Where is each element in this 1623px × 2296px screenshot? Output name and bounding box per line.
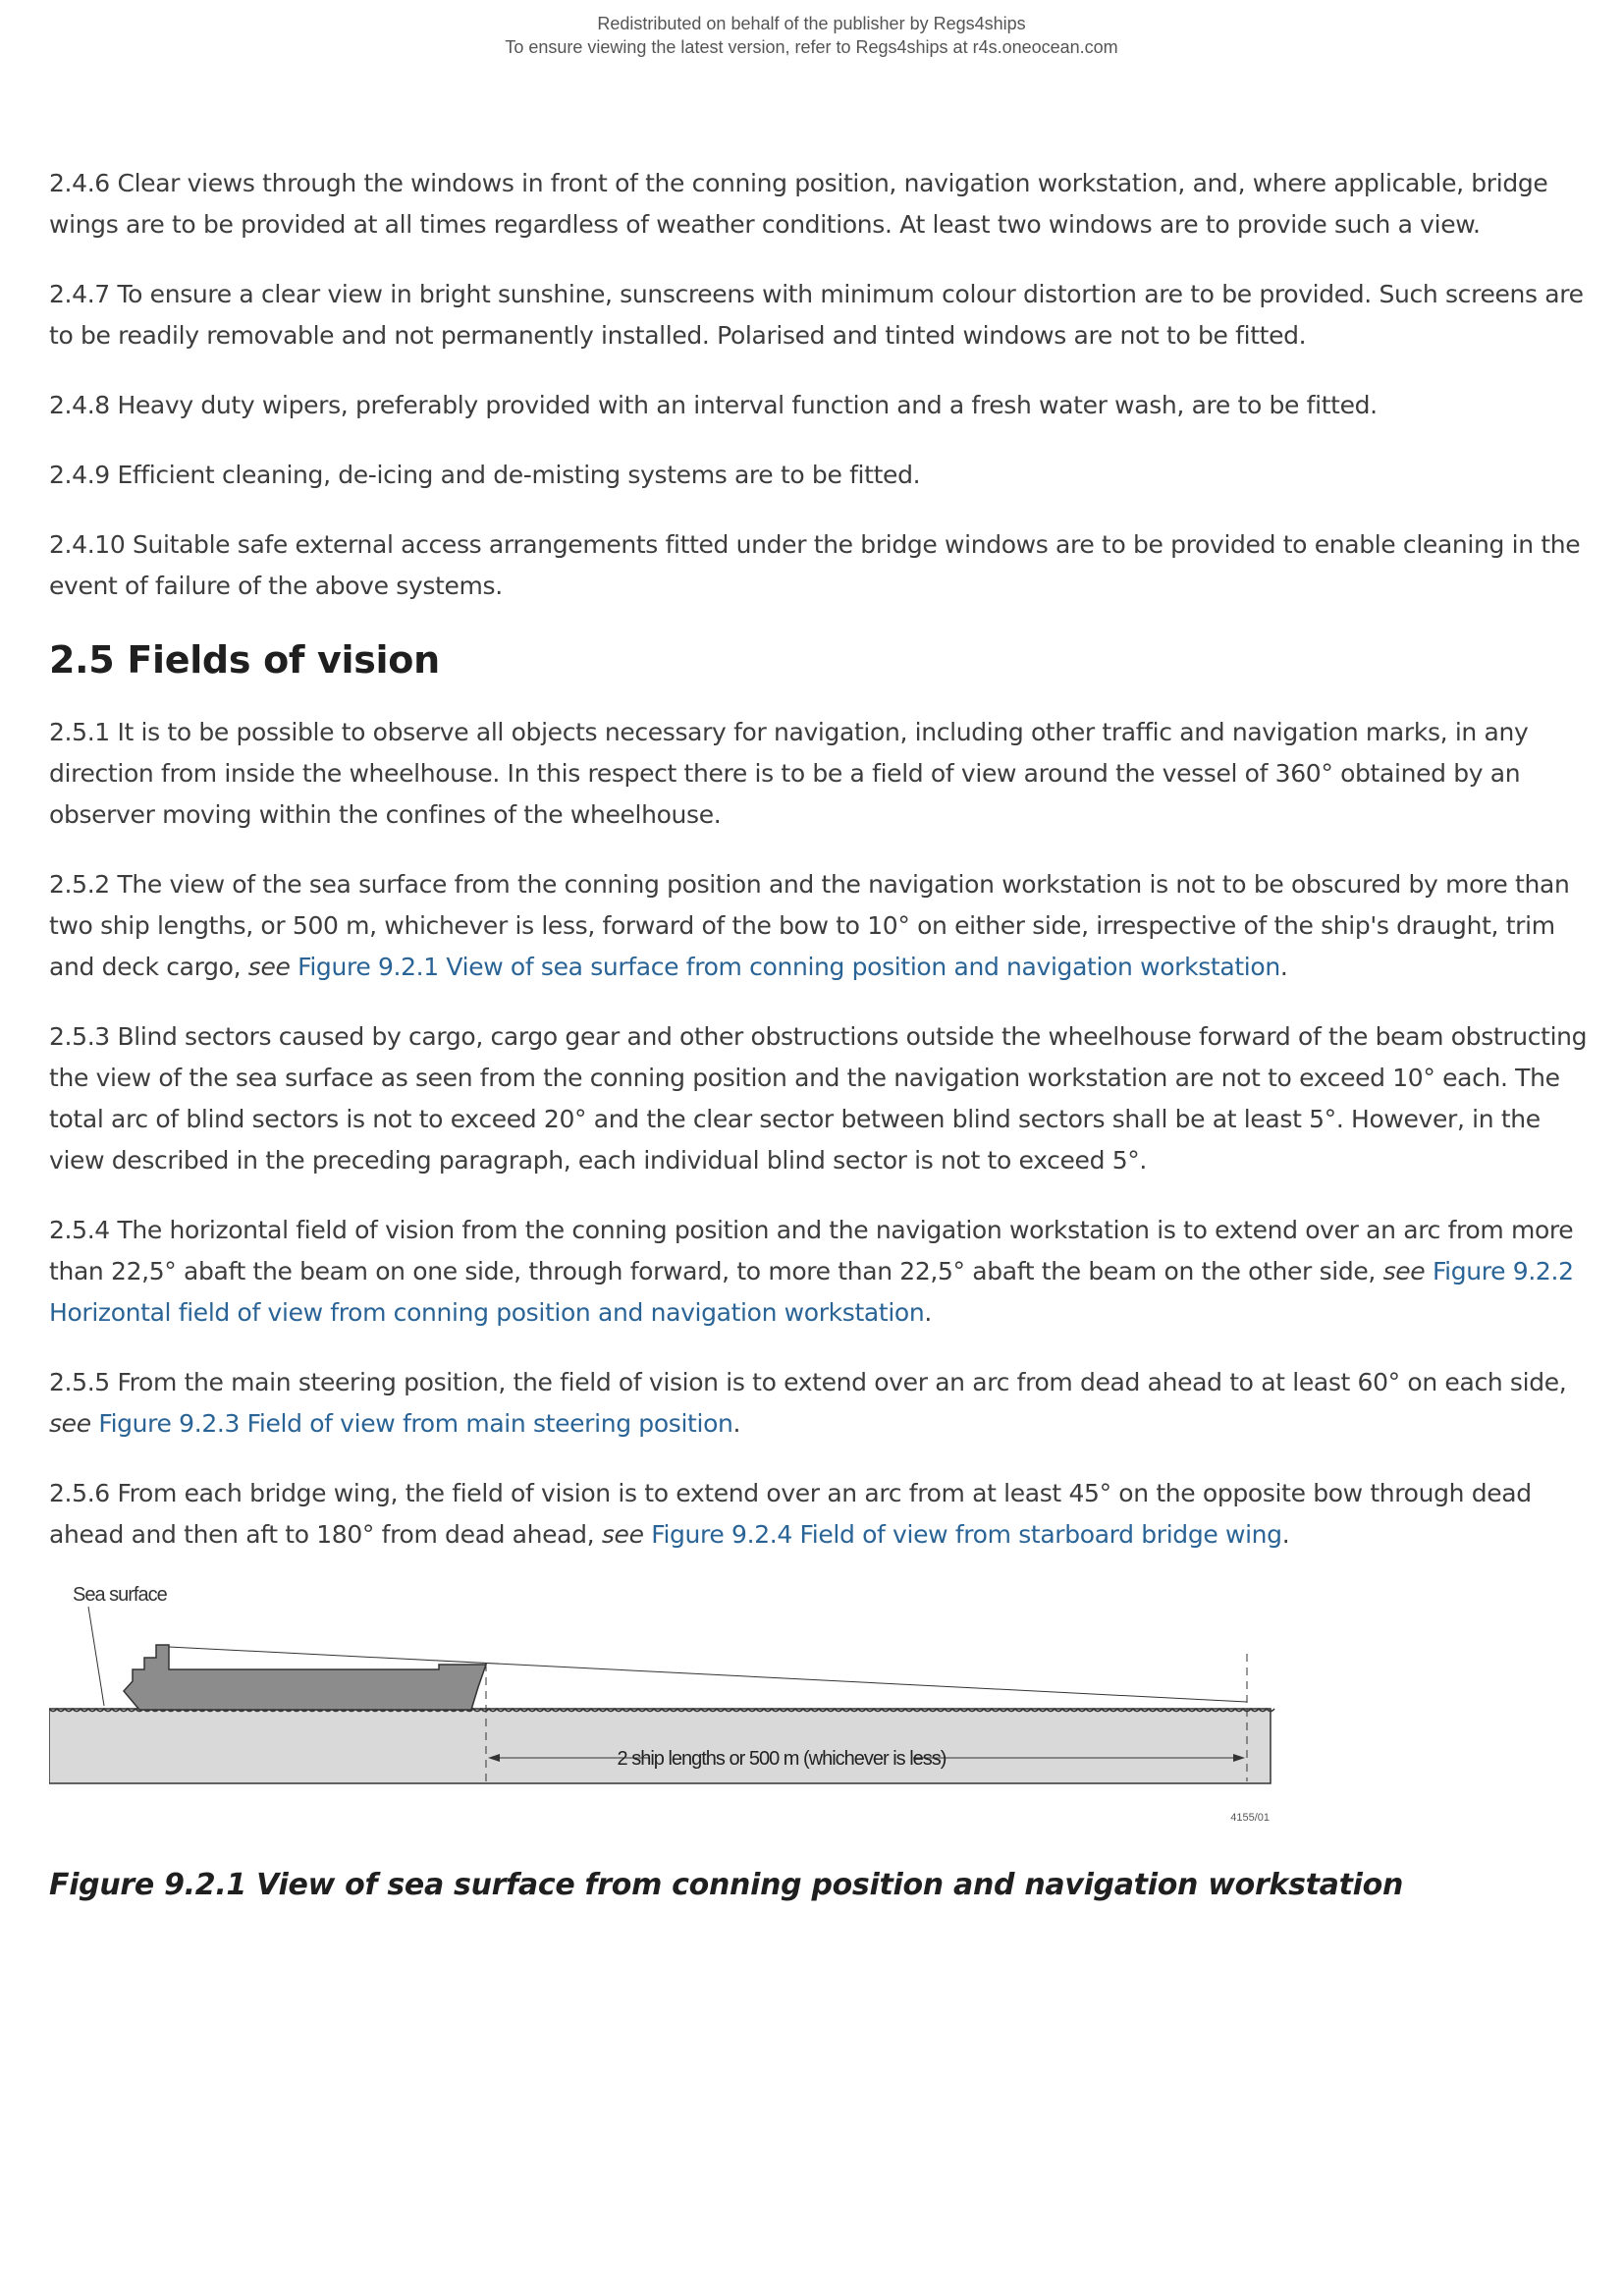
paragraph-2-5-1: 2.5.1 It is to be possible to observe all objects necessary for navigation, including other traffic and navigation marks, in any direction from inside the wheelhouse. In this respect there is to be a field of view around the vessel of 360° obtained by an observer moving within the confines of the wheelhouse. [49, 718, 1529, 829]
figure-9-2-1 [49, 1575, 1286, 1831]
figure-9-2-1-link[interactable]: Figure 9.2.1 View of sea surface from conning position and navigation workstation [298, 953, 1280, 981]
figure-9-2-2-link[interactable]: Figure 9.2.2 Horizontal field of view from conning position and navigation workstation [49, 1257, 1574, 1327]
document-body [49, 163, 1591, 1584]
figure-ref-code: 4155/01 [1230, 1812, 1270, 1824]
paragraph-2-5-6 [49, 1473, 1591, 1556]
sea-surface-leader [88, 1607, 104, 1706]
banner-line-2: To ensure viewing the latest version, refer to Regs4ships at r4s.oneocean.com [505, 37, 1118, 57]
paragraph-2-5-5 [49, 1362, 1591, 1445]
paragraph-2-5-2 [49, 864, 1591, 988]
period: . [1281, 1520, 1290, 1549]
period: . [924, 1298, 932, 1327]
sea-surface-diagram [49, 1575, 1286, 1831]
paragraph-2-4-10: 2.4.10 Suitable safe external access arrangements fitted under the bridge windows are to be provided to enable cleaning in the event of failure of the above systems. [49, 530, 1581, 600]
see-word: see [247, 953, 291, 981]
redistribution-banner [0, 12, 1623, 59]
section-heading-2-5: 2.5 Fields of vision [49, 638, 440, 682]
banner-line-1: Redistributed on behalf of the publisher by Regs4ships [597, 14, 1026, 33]
sea-surface-label: Sea surface [73, 1584, 167, 1606]
ship-hull [124, 1645, 486, 1710]
see-word: see [49, 1409, 91, 1438]
paragraph-2-4-8: 2.4.8 Heavy duty wipers, preferably provided with an interval function and a fresh water wash, are to be fitted. [49, 391, 1378, 419]
figure-9-2-3-link[interactable]: Figure 9.2.3 Field of view from main steering position [98, 1409, 733, 1438]
paragraph-text: 2.5.4 The horizontal field of vision from the conning position and the navigation workstation is to extend over an arc from more than 22,5° abaft the beam on one side, through forward, to more than 22,5° abaft the beam on the other side, [49, 1216, 1574, 1285]
period: . [1279, 953, 1288, 981]
paragraph-2-5-3: 2.5.3 Blind sectors caused by cargo, cargo gear and other obstructions outside the wheelhouse forward of the beam obstructing the view of the sea surface as seen from the conning position and the navigation workstation are not to exceed 10° each. The total arc of blind sectors is not to exceed 20° and the clear sector between blind sectors shall be at least 5°. However, in the view described in the preceding paragraph, each individual blind sector is not to exceed 5°. [49, 1022, 1588, 1175]
paragraph-text: 2.5.5 From the main steering position, the field of vision is to extend over an arc from dead ahead to at least 60° on each side, [49, 1368, 1567, 1396]
paragraph-2-4-9: 2.4.9 Efficient cleaning, de-icing and de-misting systems are to be fitted. [49, 461, 921, 489]
distance-label: 2 ship lengths or 500 m (whichever is less) [617, 1748, 947, 1770]
paragraph-2-5-4 [49, 1210, 1591, 1334]
paragraph-2-4-6: 2.4.6 Clear views through the windows in front of the conning position, navigation workstation, and, where applicable, bridge wings are to be provided at all times regardless of weather conditions. At least two windows are to provide such a view. [49, 169, 1548, 239]
paragraph-2-4-7: 2.4.7 To ensure a clear view in bright sunshine, sunscreens with minimum colour distortion are to be provided. Such screens are to be readily removable and not permanently installed. Polarised and tinted windows are not to be fitted. [49, 280, 1584, 350]
period: . [732, 1409, 741, 1438]
see-word: see [1382, 1257, 1426, 1285]
see-word: see [601, 1520, 644, 1549]
figure-9-2-4-link[interactable]: Figure 9.2.4 Field of view from starboard bridge wing [651, 1520, 1282, 1549]
paragraph-text: 2.5.6 From each bridge wing, the field of vision is to extend over an arc from at least 45° on the opposite bow through dead ahead and then aft to 180° from dead ahead, [49, 1479, 1532, 1549]
paragraph-text: 2.5.2 The view of the sea surface from the conning position and the navigation workstation is not to be obscured by more than two ship lengths, or 500 m, whichever is less, forward of the bow to 10° on either side, irrespective of the ship's draught, trim and deck cargo, [49, 870, 1570, 981]
figure-caption: Figure 9.2.1 View of sea surface from conning position and navigation workstation [49, 1868, 1404, 1902]
